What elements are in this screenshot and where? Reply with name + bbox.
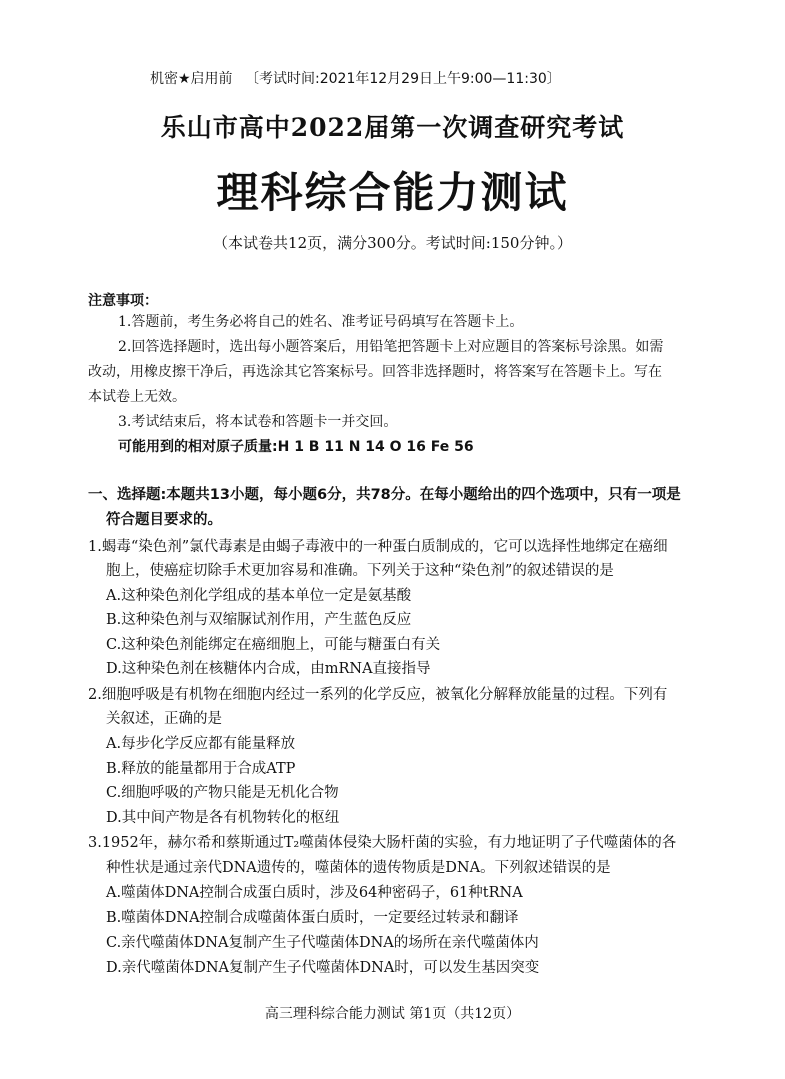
option: C.亲代噬菌体DNA复制产生子代噬菌体DNA的场所在亲代噬菌体内 bbox=[106, 935, 539, 951]
option: A.噬菌体DNA控制合成蛋白质时，涉及64种密码子，61种tRNA bbox=[106, 885, 523, 901]
exam-title: 理科综合能力测试 bbox=[216, 168, 569, 217]
question-stem: 种性状是通过亲代DNA遗传的，噬菌体的遗传物质是DNA。下列叙述错误的是 bbox=[106, 860, 611, 876]
option: B.释放的能量都用于合成ATP bbox=[106, 761, 296, 777]
notice-item: 本试卷上无效。 bbox=[88, 389, 186, 405]
section-heading-cont: 符合题目要求的。 bbox=[106, 512, 222, 528]
option: A.这种染色剂化学组成的基本单位一定是氨基酸 bbox=[106, 588, 412, 604]
confidential-mark: 机密★启用前 bbox=[150, 71, 233, 87]
notice-heading: 注意事项： bbox=[88, 293, 158, 309]
option: D.亲代噬菌体DNA复制产生子代噬菌体DNA时，可以发生基因突变 bbox=[106, 960, 540, 976]
exam-subtitle: 乐山市高中2022届第一次调查研究考试 bbox=[160, 113, 625, 142]
question-stem: 关叙述，正确的是 bbox=[106, 711, 222, 727]
question-stem: 2.细胞呼吸是有机物在细胞内经过一系列的化学反应，被氧化分解释放能量的过程。下列有 bbox=[88, 687, 668, 703]
option: D.其中间产物是各有机物转化的枢纽 bbox=[106, 810, 340, 826]
notice-item: 2.回答选择题时，选出每小题答案后，用铅笔把答题卡上对应题目的答案标号涂黑。如需 bbox=[118, 339, 664, 355]
question-stem: 3.1952年，赫尔希和蔡斯通过T₂噬菌体侵染大肠杆菌的实验，有力地证明了子代噬菌体的各 bbox=[88, 835, 677, 851]
notice-item: 1.答题前，考生务必将自己的姓名、准考证号码填写在答题卡上。 bbox=[118, 314, 524, 330]
header-line bbox=[150, 68, 561, 88]
option: B.噬菌体DNA控制合成噬菌体蛋白质时，一定要经过转录和翻译 bbox=[106, 910, 519, 926]
option: C.这种染色剂能绑定在癌细胞上，可能与糖蛋白有关 bbox=[106, 637, 441, 653]
option: B.这种染色剂与双缩脲试剂作用，产生蓝色反应 bbox=[106, 612, 412, 628]
question-stem: 胞上，使癌症切除手术更加容易和准确。下列关于这种“染色剂”的叙述错误的是 bbox=[106, 563, 614, 579]
exam-info: （本试卷共12页，满分300分。考试时间:150分钟。） bbox=[213, 234, 572, 252]
exam-time: 〔考试时间:2021年12月29日上午9:00—11:30〕 bbox=[245, 71, 561, 87]
atomic-mass-line: 可能用到的相对原子质量:H 1 B 11 N 14 O 16 Fe 56 bbox=[118, 439, 474, 455]
section-heading: 一、选择题:本题共13小题，每小题6分，共78分。在每小题给出的四个选项中，只有一项是 bbox=[88, 487, 681, 503]
notice-item: 改动，用橡皮擦干净后，再选涂其它答案标号。回答非选择题时，将答案写在答题卡上。写在 bbox=[88, 364, 662, 380]
question-stem: 1.蝎毒“染色剂”氯代毒素是由蝎子毒液中的一种蛋白质制成的，它可以选择性地绑定在癌细 bbox=[88, 539, 668, 555]
option: D.这种染色剂在核糖体内合成，由mRNA直接指导 bbox=[106, 661, 431, 677]
option: C.细胞呼吸的产物只能是无机化合物 bbox=[106, 785, 339, 801]
notice-item: 3.考试结束后，将本试卷和答题卡一并交回。 bbox=[118, 414, 398, 430]
option: A.每步化学反应都有能量释放 bbox=[106, 736, 296, 752]
page-footer: 高三理科综合能力测试 第1页（共12页） bbox=[264, 1006, 521, 1022]
